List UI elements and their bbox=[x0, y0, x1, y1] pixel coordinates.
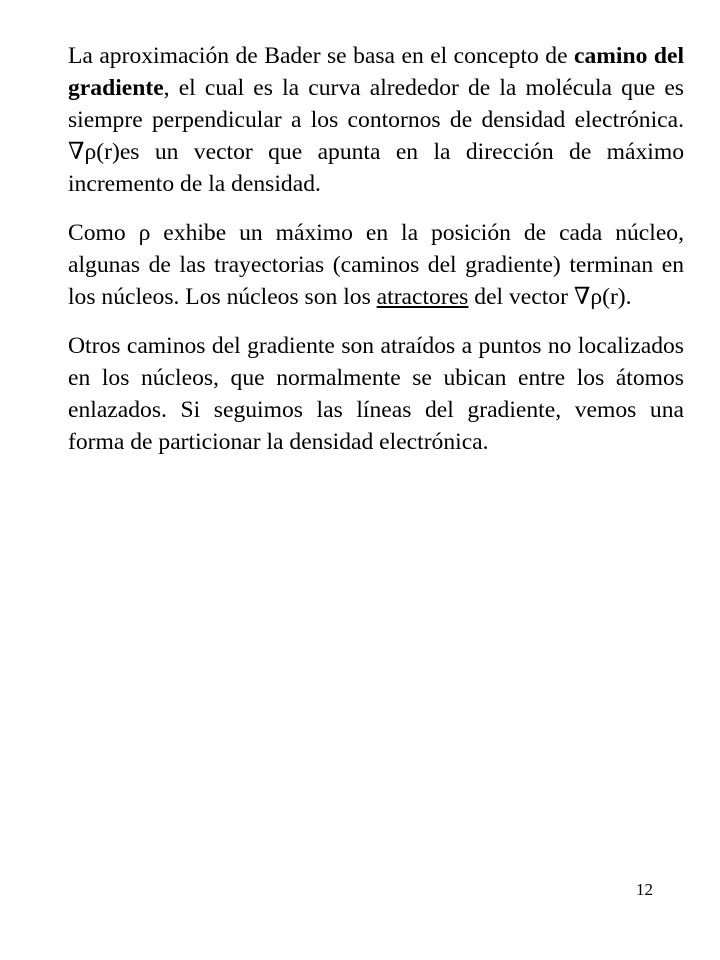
paragraph-3: Otros caminos del gradiente son atraídos a puntos no localizados en los núcleos, que normalmente se ubican entre los átomos enlazados. Si seguimos las líneas del gradiente, vemos una forma de particionar la densidad electrónica. bbox=[68, 333, 684, 455]
page-number: 12 bbox=[636, 880, 653, 899]
paragraph-1 bbox=[68, 40, 684, 200]
body-text bbox=[68, 40, 684, 475]
term-attractors: atractores bbox=[376, 284, 469, 310]
paragraph-2-text-a: Como ρ exhibe un máximo en la posición de cada núcleo, algunas de las trayectorias (caminos del gradiente) terminan en los núcleos. Los núcleos son los bbox=[68, 220, 684, 310]
term-gradient-path: camino del gradiente bbox=[68, 43, 684, 101]
paragraph-2-text-b: del vector ∇ρ(r). bbox=[468, 284, 632, 310]
paragraph-2 bbox=[68, 217, 684, 313]
paragraph-1-text-b: , el cual es la curva alrededor de la molécula que es siempre perpendicular a los contornos de densidad electrónica. ∇ρ(r)es un vector que apunta en la dirección de máximo incremento de la densidad. bbox=[68, 75, 684, 197]
paragraph-1-text-a: La aproximación de Bader se basa en el concepto de bbox=[68, 43, 574, 69]
